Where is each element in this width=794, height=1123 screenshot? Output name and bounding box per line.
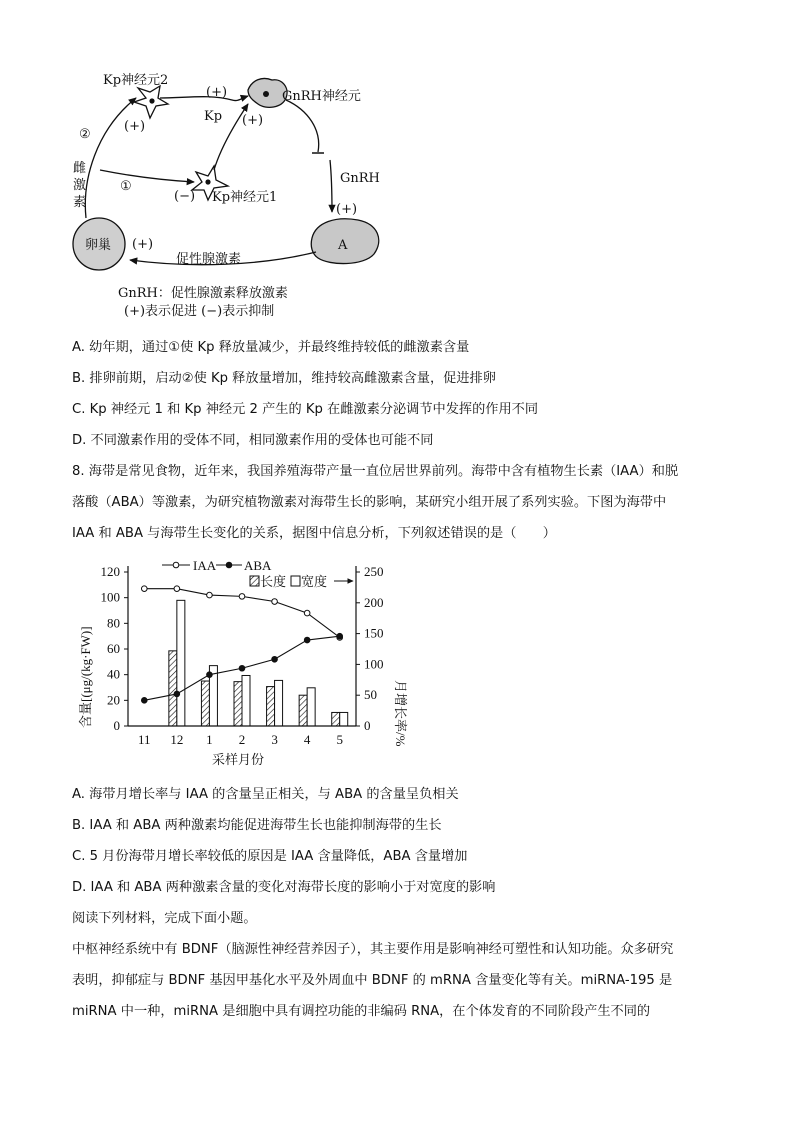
aba-point — [207, 672, 213, 678]
legend-width-label: 宽度 — [301, 574, 328, 589]
legend-length-swatch — [250, 576, 259, 586]
estrogen-char: 激 — [73, 178, 87, 193]
legend-length-label: 长度 — [260, 574, 287, 589]
reading-instruction: 阅读下列材料，完成下面小题。 — [72, 911, 257, 926]
kp-label: Kp — [204, 109, 223, 124]
q7-option-c: C. Kp 神经元 1 和 Kp 神经元 2 产生的 Kp 在雌激素分泌调节中发挥的作用不同 — [72, 402, 539, 417]
hormone-regulation-diagram — [0, 0, 794, 330]
x-tick-label: 12 — [170, 732, 184, 747]
kp2-axon — [160, 96, 248, 101]
y-right-tick-label: 250 — [364, 564, 384, 579]
q8-option-a: A. 海带月增长率与 IAA 的含量呈正相关，与 ABA 的含量呈负相关 — [72, 787, 459, 802]
x-axis-label: 采样月份 — [212, 752, 265, 767]
aba-point — [239, 665, 245, 671]
y-right-tick-label: 0 — [364, 718, 371, 733]
legend-aba-marker — [226, 562, 232, 568]
chart-legend — [162, 558, 353, 589]
estrogen-char: 雌 — [73, 161, 87, 176]
q7-option-b: B. 排卵前期，启动②使 Kp 释放量增加，维持较高雌激素含量，促进排卵 — [72, 371, 496, 386]
plus-sign: (+) — [242, 113, 264, 128]
plus-sign: (+) — [124, 119, 146, 134]
ovary-label: 卵巢 — [85, 238, 112, 253]
plus-sign: (+) — [336, 202, 358, 217]
y-left-tick-label: 80 — [107, 615, 120, 631]
q8-stem-line-1: 8. 海带是常见食物，近年来，我国养殖海带产量一直位居世界前列。海带中含有植物生长素（IAA）和脱 — [72, 464, 679, 479]
width-bar — [242, 675, 250, 726]
legend-iaa-label: IAA — [193, 558, 217, 573]
pathway-1-arrow — [100, 170, 194, 182]
iaa-point — [207, 592, 213, 598]
kelp-hormone-chart — [70, 556, 410, 776]
length-bar — [234, 682, 242, 726]
x-tick-label: 11 — [138, 732, 151, 747]
length-bar — [169, 651, 177, 726]
diagram-legend-2: (+)表示促进 (−)表示抑制 — [124, 304, 275, 319]
q7-option-d: D. 不同激素作用的受体不同，相同激素作用的受体也可能不同 — [72, 433, 434, 448]
q8-option-d: D. IAA 和 ABA 两种激素含量的变化对海带长度的影响小于对宽度的影响 — [72, 880, 496, 895]
width-bar — [275, 680, 283, 726]
aba-point — [337, 633, 343, 639]
iaa-point — [239, 594, 245, 600]
aba-point — [174, 691, 180, 697]
length-bar — [332, 712, 340, 726]
circled-1: ① — [120, 179, 132, 194]
kp-neuron-2-label: Kp神经元2 — [103, 73, 169, 88]
diagram-legend-1: GnRH：促性腺激素释放激素 — [118, 286, 288, 301]
x-tick-label: 5 — [336, 732, 343, 747]
y-right-tick-label: 150 — [364, 625, 384, 641]
x-tick-label: 2 — [238, 732, 246, 747]
kp-neuron-1-label: Kp神经元1 — [212, 190, 278, 205]
x-tick-label: 4 — [303, 732, 311, 747]
q8-stem-line-2: 落酸（ABA）等激素，为研究植物激素对海带生长的影响，某研究小组开展了系列实验。下图为海带中 — [72, 495, 667, 510]
y-left-tick-label: 100 — [100, 589, 120, 605]
iaa-point — [304, 610, 310, 616]
iaa-point — [174, 586, 180, 592]
q8-option-b: B. IAA 和 ABA 两种激素均能促进海带生长也能抑制海带的生长 — [72, 818, 442, 833]
aba-point — [141, 698, 147, 704]
legend-aba-label: ABA — [244, 558, 272, 573]
kp-neuron-2-cell — [134, 86, 168, 118]
q7-option-a: A. 幼年期，通过①使 Kp 释放量减少，并最终维持较低的雌激素含量 — [72, 340, 470, 355]
gnrh-neuron-label: GnRH神经元 — [282, 89, 361, 104]
reading-line-1: 中枢神经系统中有 BDNF（脑源性神经营养因子），其主要作用是影响神经可塑性和认知功能。众多研究 — [72, 942, 674, 957]
y-axis-left-label: 含量[(μg/(kg·FW)] — [78, 626, 93, 728]
width-bar — [307, 688, 315, 726]
reading-line-2: 表明，抑郁症与 BDNF 基因甲基化水平及外周血中 BDNF 的 mRNA 含量变化等有关。miRNA-195 是 — [72, 973, 673, 988]
y-left-tick-label: 60 — [107, 641, 120, 656]
q8-option-c: C. 5 月份海带月增长率较低的原因是 IAA 含量降低，ABA 含量增加 — [72, 849, 468, 864]
reading-line-3: miRNA 中一种，miRNA 是细胞中具有调控功能的非编码 RNA，在个体发育的不同阶段产生不同的 — [72, 1004, 651, 1019]
estrogen-char: 素 — [73, 195, 87, 210]
legend-iaa-marker — [173, 562, 179, 568]
circled-2: ② — [79, 127, 91, 142]
width-bar — [177, 600, 185, 726]
length-bar — [299, 695, 307, 726]
aba-point — [272, 656, 278, 662]
x-tick-label: 1 — [206, 732, 213, 747]
gland-a-label: A — [338, 238, 348, 253]
plus-sign: (+) — [132, 237, 154, 252]
y-right-tick-label: 100 — [364, 656, 384, 672]
gnrh-axon — [286, 100, 319, 152]
gnrh-label: GnRH — [340, 171, 380, 186]
gnrh-arrow — [330, 160, 332, 212]
x-tick-label: 3 — [271, 732, 278, 747]
y-axis-right-label: 月增长率/% — [393, 680, 408, 747]
length-bar — [201, 681, 209, 726]
pathway-2-arrow — [85, 98, 136, 218]
fsh-label: 促性腺激素 — [176, 252, 242, 267]
legend-width-swatch — [291, 576, 300, 586]
plus-sign: (+) — [206, 85, 228, 100]
iaa-point — [272, 599, 278, 605]
iaa-point — [141, 586, 147, 592]
y-left-tick-label: 120 — [100, 564, 120, 579]
minus-sign: (−) — [174, 189, 196, 204]
y-right-tick-label: 200 — [364, 594, 384, 610]
y-left-tick-label: 0 — [113, 718, 120, 733]
y-left-tick-label: 40 — [107, 666, 120, 682]
length-bar — [267, 687, 275, 726]
width-bar — [340, 712, 348, 726]
aba-point — [304, 637, 310, 643]
y-right-tick-label: 50 — [364, 687, 377, 703]
q8-stem-line-3: IAA 和 ABA 与海带生长变化的关系，据图中信息分析，下列叙述错误的是（ ） — [72, 526, 556, 541]
y-left-tick-label: 20 — [107, 692, 120, 708]
